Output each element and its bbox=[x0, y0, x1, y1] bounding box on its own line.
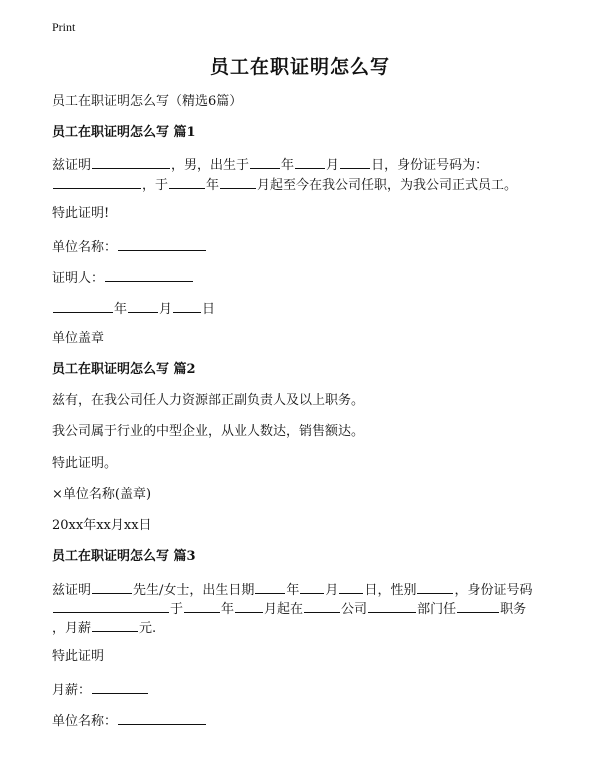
text-fragment: 日，性别 bbox=[364, 583, 417, 598]
section-3-line-3 bbox=[52, 618, 156, 638]
section-1-line-1 bbox=[52, 155, 488, 175]
text-fragment: 年 bbox=[286, 583, 300, 598]
text-fragment: 月起在 bbox=[264, 602, 304, 617]
blank-month bbox=[220, 175, 256, 189]
blank-month bbox=[300, 580, 324, 594]
text-fragment: 年 bbox=[206, 178, 220, 193]
section-2-unit-name: ×单位名称(盖章) bbox=[52, 487, 152, 502]
text-fragment: 年 bbox=[221, 602, 235, 617]
blank-year bbox=[250, 155, 280, 169]
section-1-witness bbox=[52, 268, 194, 288]
text-fragment: ，男，出生于 bbox=[171, 158, 250, 173]
text-fragment: 单位名称： bbox=[52, 240, 118, 255]
section-3-salary bbox=[52, 680, 149, 700]
text-fragment: ，身份证号码 bbox=[454, 583, 533, 598]
blank-salary bbox=[92, 618, 138, 632]
section-2-paragraph-2: 我公司属于行业的中型企业，从业人数达，销售额达。 bbox=[52, 424, 365, 439]
section-3-unit-name bbox=[52, 711, 207, 731]
text-fragment: 兹证明 bbox=[52, 583, 92, 598]
blank-month bbox=[295, 155, 325, 169]
text-fragment: 年 bbox=[114, 302, 128, 317]
blank-gender bbox=[417, 580, 453, 594]
blank-year bbox=[53, 299, 113, 313]
page-title: 员工在职证明怎么写 bbox=[209, 56, 390, 78]
blank-unit-name bbox=[118, 711, 206, 725]
section-3-heading: 员工在职证明怎么写 篇3 bbox=[52, 549, 196, 564]
section-1-seal: 单位盖章 bbox=[52, 331, 105, 346]
text-fragment: 日，身份证号码为： bbox=[371, 158, 489, 173]
text-fragment: ，月薪 bbox=[52, 621, 92, 636]
section-1-certification: 特此证明! bbox=[52, 206, 110, 221]
text-fragment: ，于 bbox=[142, 178, 169, 193]
text-fragment: 公司 bbox=[341, 602, 368, 617]
text-fragment: 兹证明 bbox=[52, 158, 92, 173]
section-1-unit-name bbox=[52, 237, 207, 257]
text-fragment: 于 bbox=[170, 602, 184, 617]
text-fragment: 月 bbox=[159, 302, 173, 317]
blank-year bbox=[169, 175, 205, 189]
text-fragment: 元. bbox=[139, 621, 157, 636]
blank-id-number bbox=[53, 599, 169, 613]
text-fragment: 职务 bbox=[500, 602, 527, 617]
text-fragment: 日 bbox=[202, 302, 216, 317]
blank-witness bbox=[105, 268, 193, 282]
blank-position bbox=[457, 599, 499, 613]
blank-id-number bbox=[53, 175, 141, 189]
blank-day bbox=[340, 155, 370, 169]
blank-day bbox=[339, 580, 363, 594]
text-fragment: 月起至今在我公司任职，为我公司正式员工。 bbox=[257, 178, 518, 193]
subtitle: 员工在职证明怎么写（精选6篇） bbox=[52, 94, 243, 109]
blank-year bbox=[255, 580, 285, 594]
print-link[interactable]: Print bbox=[52, 20, 76, 34]
section-2-date: 20xx年xx月xx日 bbox=[52, 518, 152, 533]
section-3-line-2 bbox=[52, 599, 526, 619]
section-2-certification: 特此证明。 bbox=[52, 456, 118, 471]
blank-day bbox=[173, 299, 201, 313]
section-2-heading: 员工在职证明怎么写 篇2 bbox=[52, 362, 196, 377]
blank-month bbox=[235, 599, 263, 613]
blank-department bbox=[368, 599, 416, 613]
text-fragment: 年 bbox=[281, 158, 295, 173]
text-fragment: 月 bbox=[325, 583, 339, 598]
blank-salary bbox=[92, 680, 148, 694]
section-3-certification: 特此证明 bbox=[52, 649, 105, 664]
blank-unit-name bbox=[118, 237, 206, 251]
text-fragment: 单位名称： bbox=[52, 714, 118, 729]
section-1-date bbox=[52, 299, 215, 319]
blank-year bbox=[184, 599, 220, 613]
text-fragment: 月 bbox=[326, 158, 340, 173]
section-2-paragraph-1: 兹有，在我公司任人力资源部正副负责人及以上职务。 bbox=[52, 393, 365, 408]
text-fragment: 先生/女士，出生日期 bbox=[133, 583, 255, 598]
text-fragment: 证明人： bbox=[52, 271, 105, 286]
section-1-line-2 bbox=[52, 175, 517, 195]
text-fragment: 月薪： bbox=[52, 683, 92, 698]
section-3-line-1 bbox=[52, 580, 532, 600]
blank-month bbox=[128, 299, 158, 313]
blank-company bbox=[304, 599, 340, 613]
blank-name bbox=[92, 155, 170, 169]
section-1-heading: 员工在职证明怎么写 篇1 bbox=[52, 125, 196, 140]
blank-name bbox=[92, 580, 132, 594]
text-fragment: 部门任 bbox=[417, 602, 457, 617]
